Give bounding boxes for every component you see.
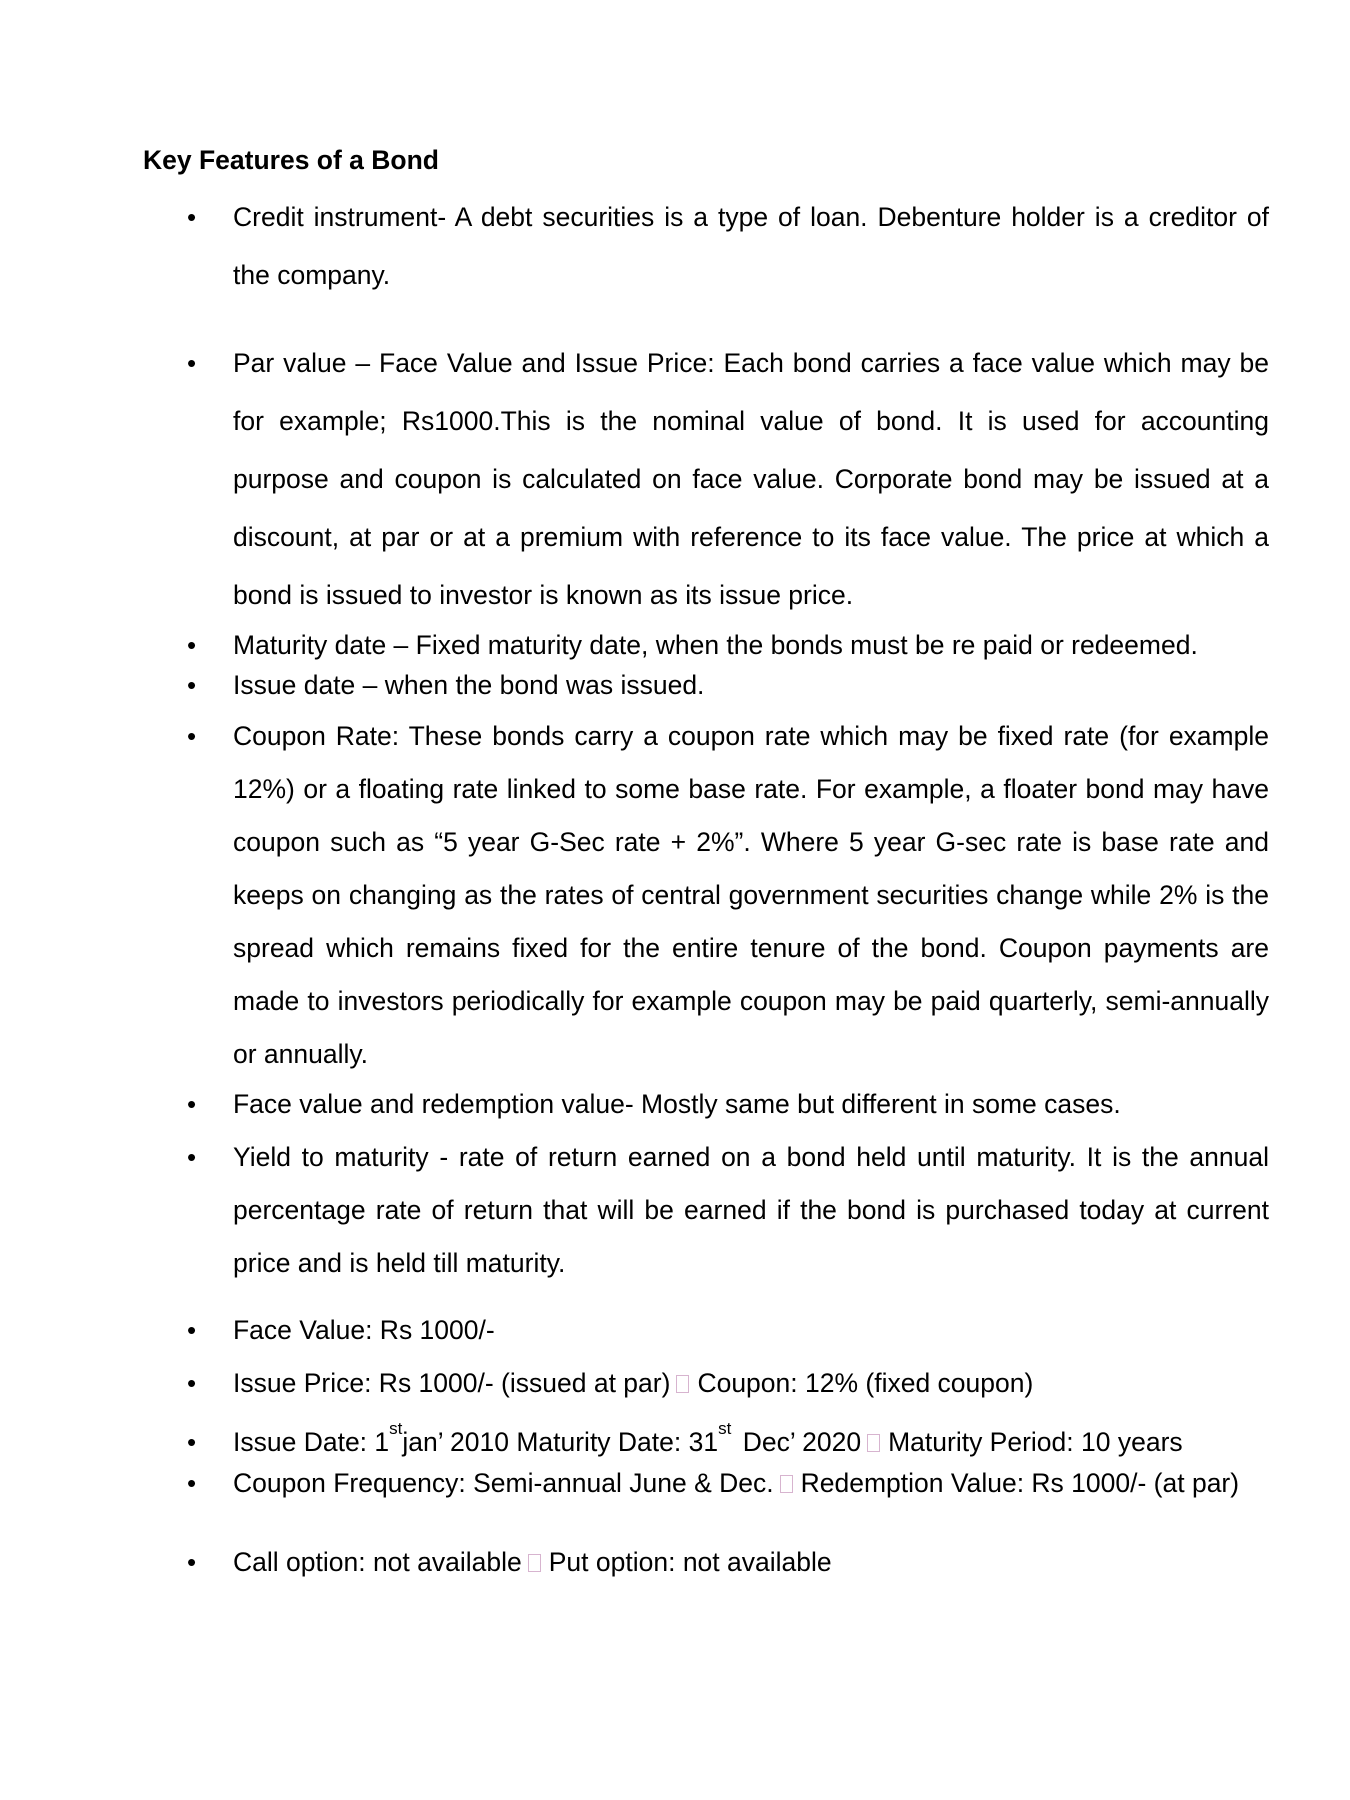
issue-date-ordinal: st (389, 1419, 403, 1438)
maturity-date-text: jan’ 2010 Maturity Date: 31 (402, 1427, 719, 1457)
coupon-text: Coupon: 12% (fixed coupon) (697, 1368, 1034, 1398)
bullet-icon: • (187, 670, 197, 700)
list-item-text: Coupon Rate: These bonds carry a coupon rate which may be fixed rate (for example 12%) or a floating rate linked to some base rate. For example, a floater bond may have coupon such as “5 year G-Sec rate + 2%”. Where 5 year G-sec rate is base rate and keeps on changing as the rates of central government securities change while 2% is the spread which remains fixed for the entire tenure of the bond. Coupon payments are made to investors periodically for example coupon may be paid quarterly, semi-annually or annually. (233, 721, 1269, 1069)
bullet-icon: • (187, 1315, 197, 1345)
list-item-coupon-rate (187, 710, 1269, 1081)
list-item-text: Par value – Face Value and Issue Price: Each bond carries a face value which may be for example; Rs1000.This is the nominal value of bond. It is used for accounting purpose and coupon is calculated on face value. Corporate bond may be issued at a discount, at par or at a premium with reference to its face value. The price at which a bond is issued to investor is known as its issue price. (233, 348, 1269, 610)
bullet-icon: • (187, 630, 197, 660)
missing-glyph-icon (528, 1554, 541, 1572)
face-value-text: Face Value: Rs 1000/- (233, 1315, 495, 1345)
redemption-value-text: Redemption Value: Rs 1000/- (at par) (800, 1468, 1240, 1498)
issue-price-text: Issue Price: Rs 1000/- (issued at par) (233, 1368, 671, 1398)
list-item-par-value (187, 334, 1269, 624)
list-item-text: Maturity date – Fixed maturity date, when the bonds must be re paid or redeemed. (233, 630, 1198, 660)
put-option-text: Put option: not available (548, 1547, 832, 1577)
bullet-icon: • (187, 1547, 197, 1577)
example-coupon-frequency (187, 1463, 1269, 1503)
bullet-icon: • (187, 1427, 197, 1457)
list-item-maturity-date (187, 625, 1269, 665)
call-option-text: Call option: not available (233, 1547, 522, 1577)
bullet-icon: • (187, 348, 197, 378)
list-item-text: Yield to maturity - rate of return earned on a bond held until maturity. It is the annual percentage rate of return that will be earned if the bond is purchased today at current price and is held till maturity. (233, 1142, 1269, 1278)
bullet-icon: • (187, 202, 197, 232)
list-item-credit-instrument (187, 188, 1269, 304)
maturity-period-text: Maturity Period: 10 years (888, 1427, 1183, 1457)
issue-date-text: Issue Date: 1 (233, 1427, 390, 1457)
bullet-icon: • (187, 1468, 197, 1498)
maturity-date-month: Dec’ 2020 (742, 1427, 862, 1457)
missing-glyph-icon (867, 1434, 880, 1452)
missing-glyph-icon (676, 1375, 689, 1393)
example-issue-date (187, 1419, 1269, 1466)
list-item-face-redemption-value (187, 1078, 1269, 1131)
bullet-icon: • (187, 1368, 197, 1398)
example-face-value (187, 1310, 1269, 1350)
maturity-date-ordinal: st (718, 1419, 732, 1438)
example-call-put-option (187, 1542, 1269, 1582)
bullet-icon: • (187, 1142, 197, 1172)
coupon-frequency-text: Coupon Frequency: Semi-annual June & Dec. (233, 1468, 774, 1498)
list-item-text: Credit instrument- A debt securities is a type of loan. Debenture holder is a creditor of the company. (233, 202, 1269, 290)
list-item-issue-date (187, 665, 1269, 705)
example-issue-price (187, 1363, 1269, 1403)
missing-glyph-icon (780, 1475, 793, 1493)
list-item-text: Face value and redemption value- Mostly same but different in some cases. (233, 1089, 1121, 1119)
bullet-icon: • (187, 721, 197, 751)
bullet-icon: • (187, 1089, 197, 1119)
list-item-yield-to-maturity (187, 1131, 1269, 1290)
page-title: Key Features of a Bond (143, 145, 439, 175)
list-item-text: Issue date – when the bond was issued. (233, 670, 705, 700)
